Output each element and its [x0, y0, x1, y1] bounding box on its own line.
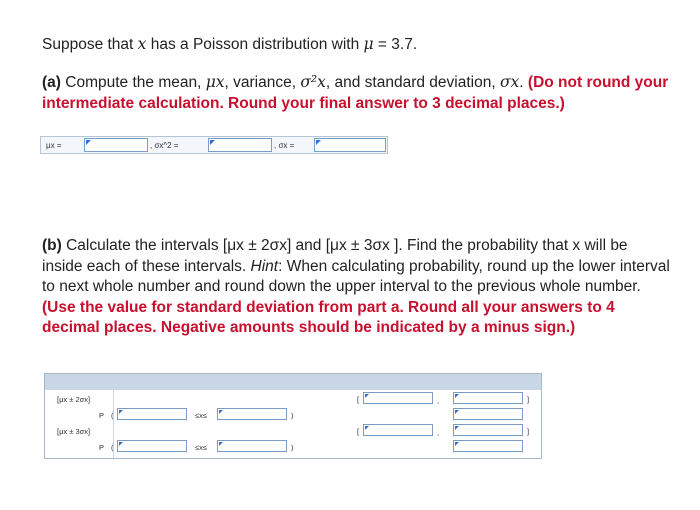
- row1-close-bracket: ]: [527, 395, 530, 404]
- interval-3sigma-lower-input[interactable]: [363, 424, 433, 436]
- part-b-label: (b): [42, 237, 62, 254]
- part-a-label: (a): [42, 74, 61, 91]
- part-b-text1: Calculate the intervals [μx ± 2σx] and [μx ± 3σx ]. Find the probability that x will be inside each of these intervals.: [42, 237, 628, 275]
- row2-open-paren: (: [111, 411, 114, 420]
- hint-text: : When calculating probability, round up the lower interval to next whole number and round down the upper interval to the previous whole number.: [42, 257, 670, 295]
- prob-3sigma-upper-input[interactable]: [217, 440, 287, 452]
- interval-2sigma-upper-input[interactable]: [453, 392, 523, 404]
- part-b-text: [42, 236, 672, 339]
- row3-comma: ,: [437, 428, 440, 437]
- part-a-text3: , and standard deviation,: [325, 74, 500, 91]
- row-2sigma-label: [μx ± 2σx]: [57, 395, 91, 404]
- interval-2sigma-lower-input[interactable]: [363, 392, 433, 404]
- intro-prefix: Suppose that: [42, 36, 138, 53]
- mean-label: μx =: [46, 141, 62, 150]
- row1-open-bracket: [: [357, 395, 360, 404]
- row4-leq: ≤x≤: [195, 443, 207, 452]
- row2-leq: ≤x≤: [195, 411, 207, 420]
- row-p3-label: P: [99, 443, 105, 452]
- row4-close-paren: ): [291, 443, 294, 452]
- prob-3sigma-result-input[interactable]: [453, 440, 523, 452]
- row-3sigma-label: [μx ± 3σx]: [57, 427, 91, 436]
- question-intro: [42, 34, 672, 56]
- prob-2sigma-lower-input[interactable]: [117, 408, 187, 420]
- prob-2sigma-upper-input[interactable]: [217, 408, 287, 420]
- part-a-text4: .: [519, 74, 528, 91]
- sd-input[interactable]: [314, 138, 386, 152]
- variance-symbol: σ²x: [300, 73, 326, 91]
- prob-3sigma-lower-input[interactable]: [117, 440, 187, 452]
- row4-open-paren: (: [111, 443, 114, 452]
- part-a-instruction: (Do not round your intermediate calculation. Round your final answer to 3 decimal places.): [42, 74, 669, 112]
- intro-mu: μ: [363, 35, 374, 53]
- interval-3sigma-upper-input[interactable]: [453, 424, 523, 436]
- part-a-text1: Compute the mean,: [60, 74, 206, 91]
- row3-close-bracket: ]: [527, 427, 530, 436]
- intro-x: x: [137, 35, 147, 53]
- prob-2sigma-result-input[interactable]: [453, 408, 523, 420]
- sigma-x-symbol: σx: [499, 73, 520, 91]
- interval-table: [44, 373, 542, 459]
- table-header-bar: [45, 374, 541, 390]
- sd-label: , σx =: [274, 141, 295, 150]
- part-b-instruction: (Use the value for standard deviation from part a. Round all your answers to 4 decimal places. Negative amounts should be indicated by a minus sign.): [42, 298, 615, 336]
- variance-input[interactable]: [208, 138, 272, 152]
- part-a-text: [42, 72, 672, 114]
- mean-input[interactable]: [84, 138, 148, 152]
- row1-comma: ,: [437, 396, 440, 405]
- intro-mid: has a Poisson distribution with: [146, 36, 364, 53]
- row2-close-paren: ): [291, 411, 294, 420]
- part-a-text2: , variance,: [224, 74, 301, 91]
- row3-open-bracket: [: [357, 427, 360, 436]
- hint-label: Hint: [250, 257, 279, 275]
- mu-x-symbol: μx: [205, 73, 225, 91]
- row-p2-label: P: [99, 411, 105, 420]
- variance-label: , σx^2 =: [150, 141, 179, 150]
- intro-value: = 3.7.: [373, 36, 418, 53]
